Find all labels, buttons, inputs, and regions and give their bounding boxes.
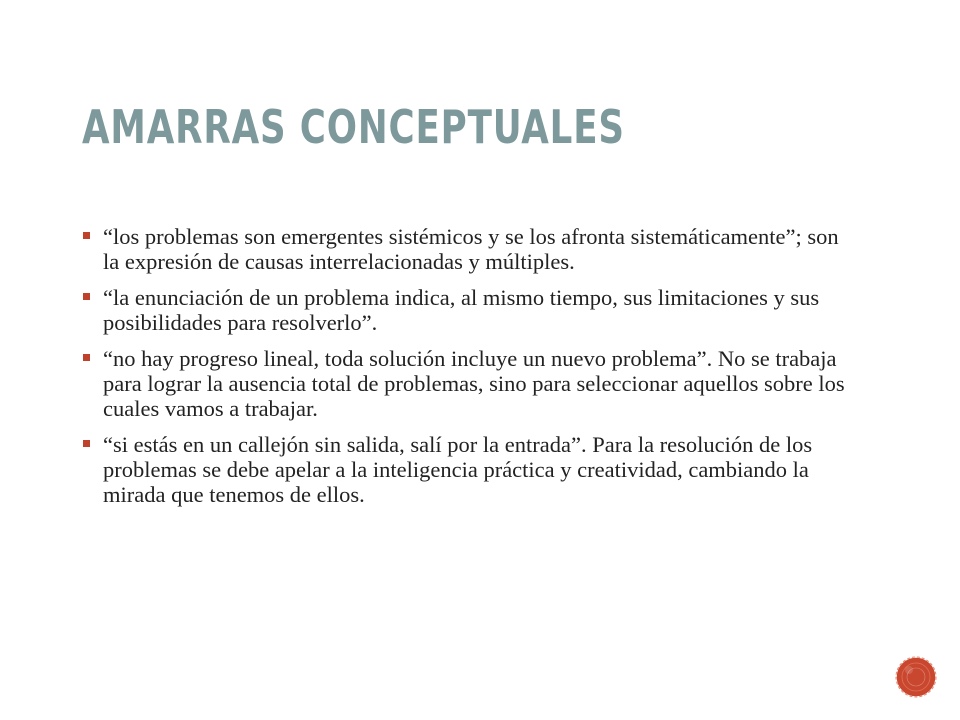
slide-title: AMARRAS CONCEPTUALES (82, 100, 625, 154)
bullet-text: “si estás en un callejón sin salida, salí por la entrada”. Para la resolución de los problemas se debe apelar a la inteligencia práctica y creatividad, cambiando la mirada que tenemos de ellos. (103, 432, 813, 507)
bullet-item (83, 285, 853, 335)
bullet-text: “los problemas son emergentes sistémicos y se los afronta sistemáticamente”; son la expresión de causas interrelacionadas y múltiples. (103, 224, 839, 274)
bullet-item (83, 224, 853, 274)
bullet-text: “la enunciación de un problema indica, al mismo tiempo, sus limitaciones y sus posibilidades para resolverlo”. (103, 285, 820, 335)
bullet-list (83, 224, 853, 518)
logo-circle-icon (894, 655, 938, 699)
bullet-item (83, 432, 853, 507)
bullet-text: “no hay progreso lineal, toda solución incluye un nuevo problema”. No se trabaja para lograr la ausencia total de problemas, sino para seleccionar aquellos sobre los cuales vamos a trabajar. (103, 346, 845, 421)
square-bullet-icon (83, 440, 90, 447)
square-bullet-icon (83, 232, 90, 239)
square-bullet-icon (83, 354, 90, 361)
square-bullet-icon (83, 293, 90, 300)
bullet-item (83, 346, 853, 421)
